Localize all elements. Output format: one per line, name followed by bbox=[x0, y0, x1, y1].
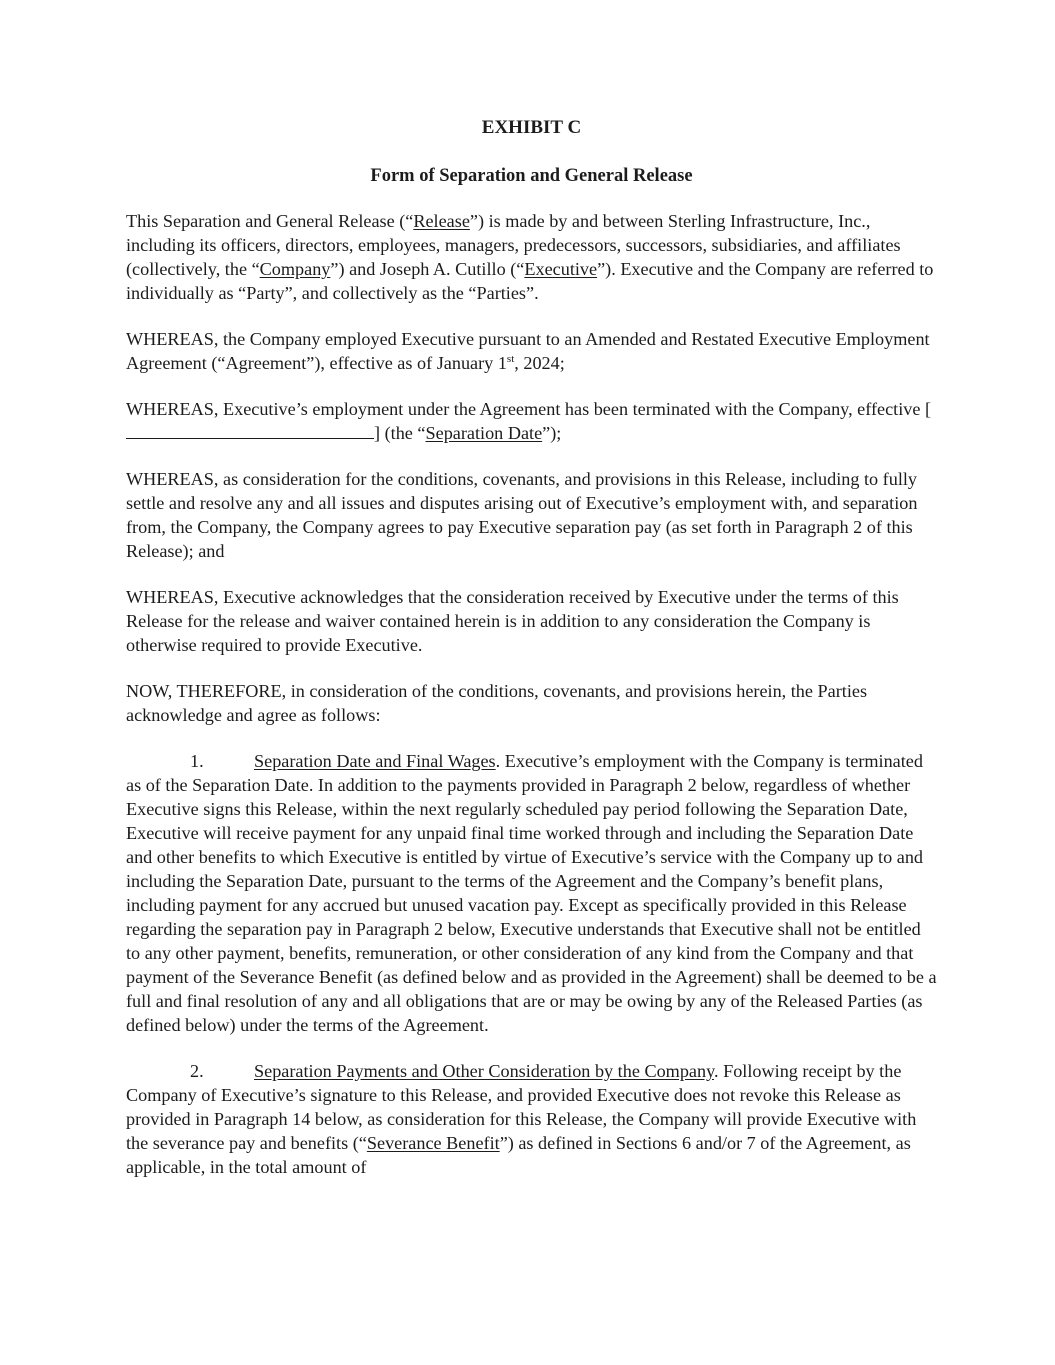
release-defined-term: Release bbox=[413, 211, 470, 231]
company-defined-term: Company bbox=[259, 259, 331, 279]
section-1-heading: Separation Date and Final Wages bbox=[254, 751, 496, 771]
intro-text-d: ”). Executive and the Company are referred to individually as “Party”, and collectively as the “Parties”. bbox=[126, 259, 934, 303]
whereas-employment-paragraph bbox=[126, 327, 937, 375]
form-title: Form of Separation and General Release bbox=[370, 166, 693, 186]
separation-date-blank[interactable] bbox=[126, 424, 374, 439]
executive-defined-term: Executive bbox=[524, 259, 598, 279]
intro-text-c: ”) and Joseph A. Cutillo (“ bbox=[330, 259, 525, 279]
separation-date-defined-term: Separation Date bbox=[425, 423, 543, 443]
section-1-body: . Executive’s employment with the Company is terminated as of the Separation Date. In addition to the payments provided in Paragraph 2 below, regardless of whether Executive signs this Release, within the next regularly scheduled pay period following the Separation Date, Executive will receive payment for any unpaid final time worked through and including the Separation Date and other benefits to which Executive is entitled by virtue of Executive’s service with the Company up to and including the Separation Date, pursuant to the terms of the Agreement and the Company’s benefit plans, including payment for any accrued but unused vacation pay. Except as specifically provided in this Release regarding the separation pay in Paragraph 2 below, Executive understands that Executive shall not be entitled to any other payment, benefits, remuneration, or other consideration of any kind from the Company and that payment of the Severance Benefit (as defined below and as provided in the Agreement) shall be deemed to be a full and final resolution of any and all obligations that are or may be owing by any of the Released Parties (as defined below) under the terms of the Agreement. bbox=[126, 751, 937, 1035]
whereas2-text-c: ”); bbox=[542, 423, 562, 443]
section-2-text-b: ”) as defined in Sections 6 and/or 7 of the Agreement, as applicable, in the total amount of bbox=[126, 1133, 911, 1177]
whereas1-text-b: , 2024; bbox=[514, 353, 565, 373]
severance-benefit-defined-term: Severance Benefit bbox=[366, 1133, 500, 1153]
section-1-paragraph bbox=[126, 749, 937, 1037]
now-therefore-paragraph: NOW, THEREFORE, in consideration of the conditions, covenants, and provisions herein, the Parties acknowledge and agree as follows: bbox=[126, 681, 868, 725]
whereas-termination-paragraph bbox=[126, 397, 937, 445]
intro-paragraph bbox=[126, 209, 937, 305]
whereas2-text-a: WHEREAS, Executive’s employment under the Agreement has been terminated with the Company, effective [ bbox=[126, 399, 932, 419]
section-2-text-a: . Following receipt by the Company of Executive’s signature to this Release, and provided Executive does not revoke this Release as provided in Paragraph 14 below, as consideration for this Release, the Company will provide Executive with the severance pay and benefits (“ bbox=[126, 1061, 917, 1153]
whereas-acknowledgement-paragraph: WHEREAS, Executive acknowledges that the consideration received by Executive under the terms of this Release for the release and waiver contained herein is in addition to any consideration the Company is otherwise required to provide Executive. bbox=[126, 587, 899, 655]
section-2-paragraph bbox=[126, 1059, 937, 1179]
whereas-consideration-paragraph: WHEREAS, as consideration for the conditions, covenants, and provisions in this Release, including to fully settle and resolve any and all issues and disputes arising out of Executive’s employment with, and separation from, the Company, the Company agrees to pay Executive separation pay (as set forth in Paragraph 2 of this Release); and bbox=[126, 469, 918, 561]
section-2-number: 2. bbox=[190, 1061, 204, 1081]
intro-text-b: ”) is made by and between Sterling Infrastructure, Inc., including its officers, directors, employees, managers, predecessors, successors, subsidiaries, and affiliates (collectively, the “ bbox=[126, 211, 901, 279]
ordinal-superscript: st bbox=[506, 352, 515, 365]
exhibit-title: EXHIBIT C bbox=[481, 117, 582, 138]
whereas1-text-a: WHEREAS, the Company employed Executive pursuant to an Amended and Restated Executive Employment Agreement (“Agreement”), effective as of January 1 bbox=[126, 329, 930, 373]
section-2-heading: Separation Payments and Other Consideration by the Company bbox=[254, 1061, 714, 1081]
whereas2-text-b: ] (the “ bbox=[374, 423, 426, 443]
section-1-number: 1. bbox=[190, 751, 204, 771]
intro-text-a: This Separation and General Release (“ bbox=[126, 211, 414, 231]
